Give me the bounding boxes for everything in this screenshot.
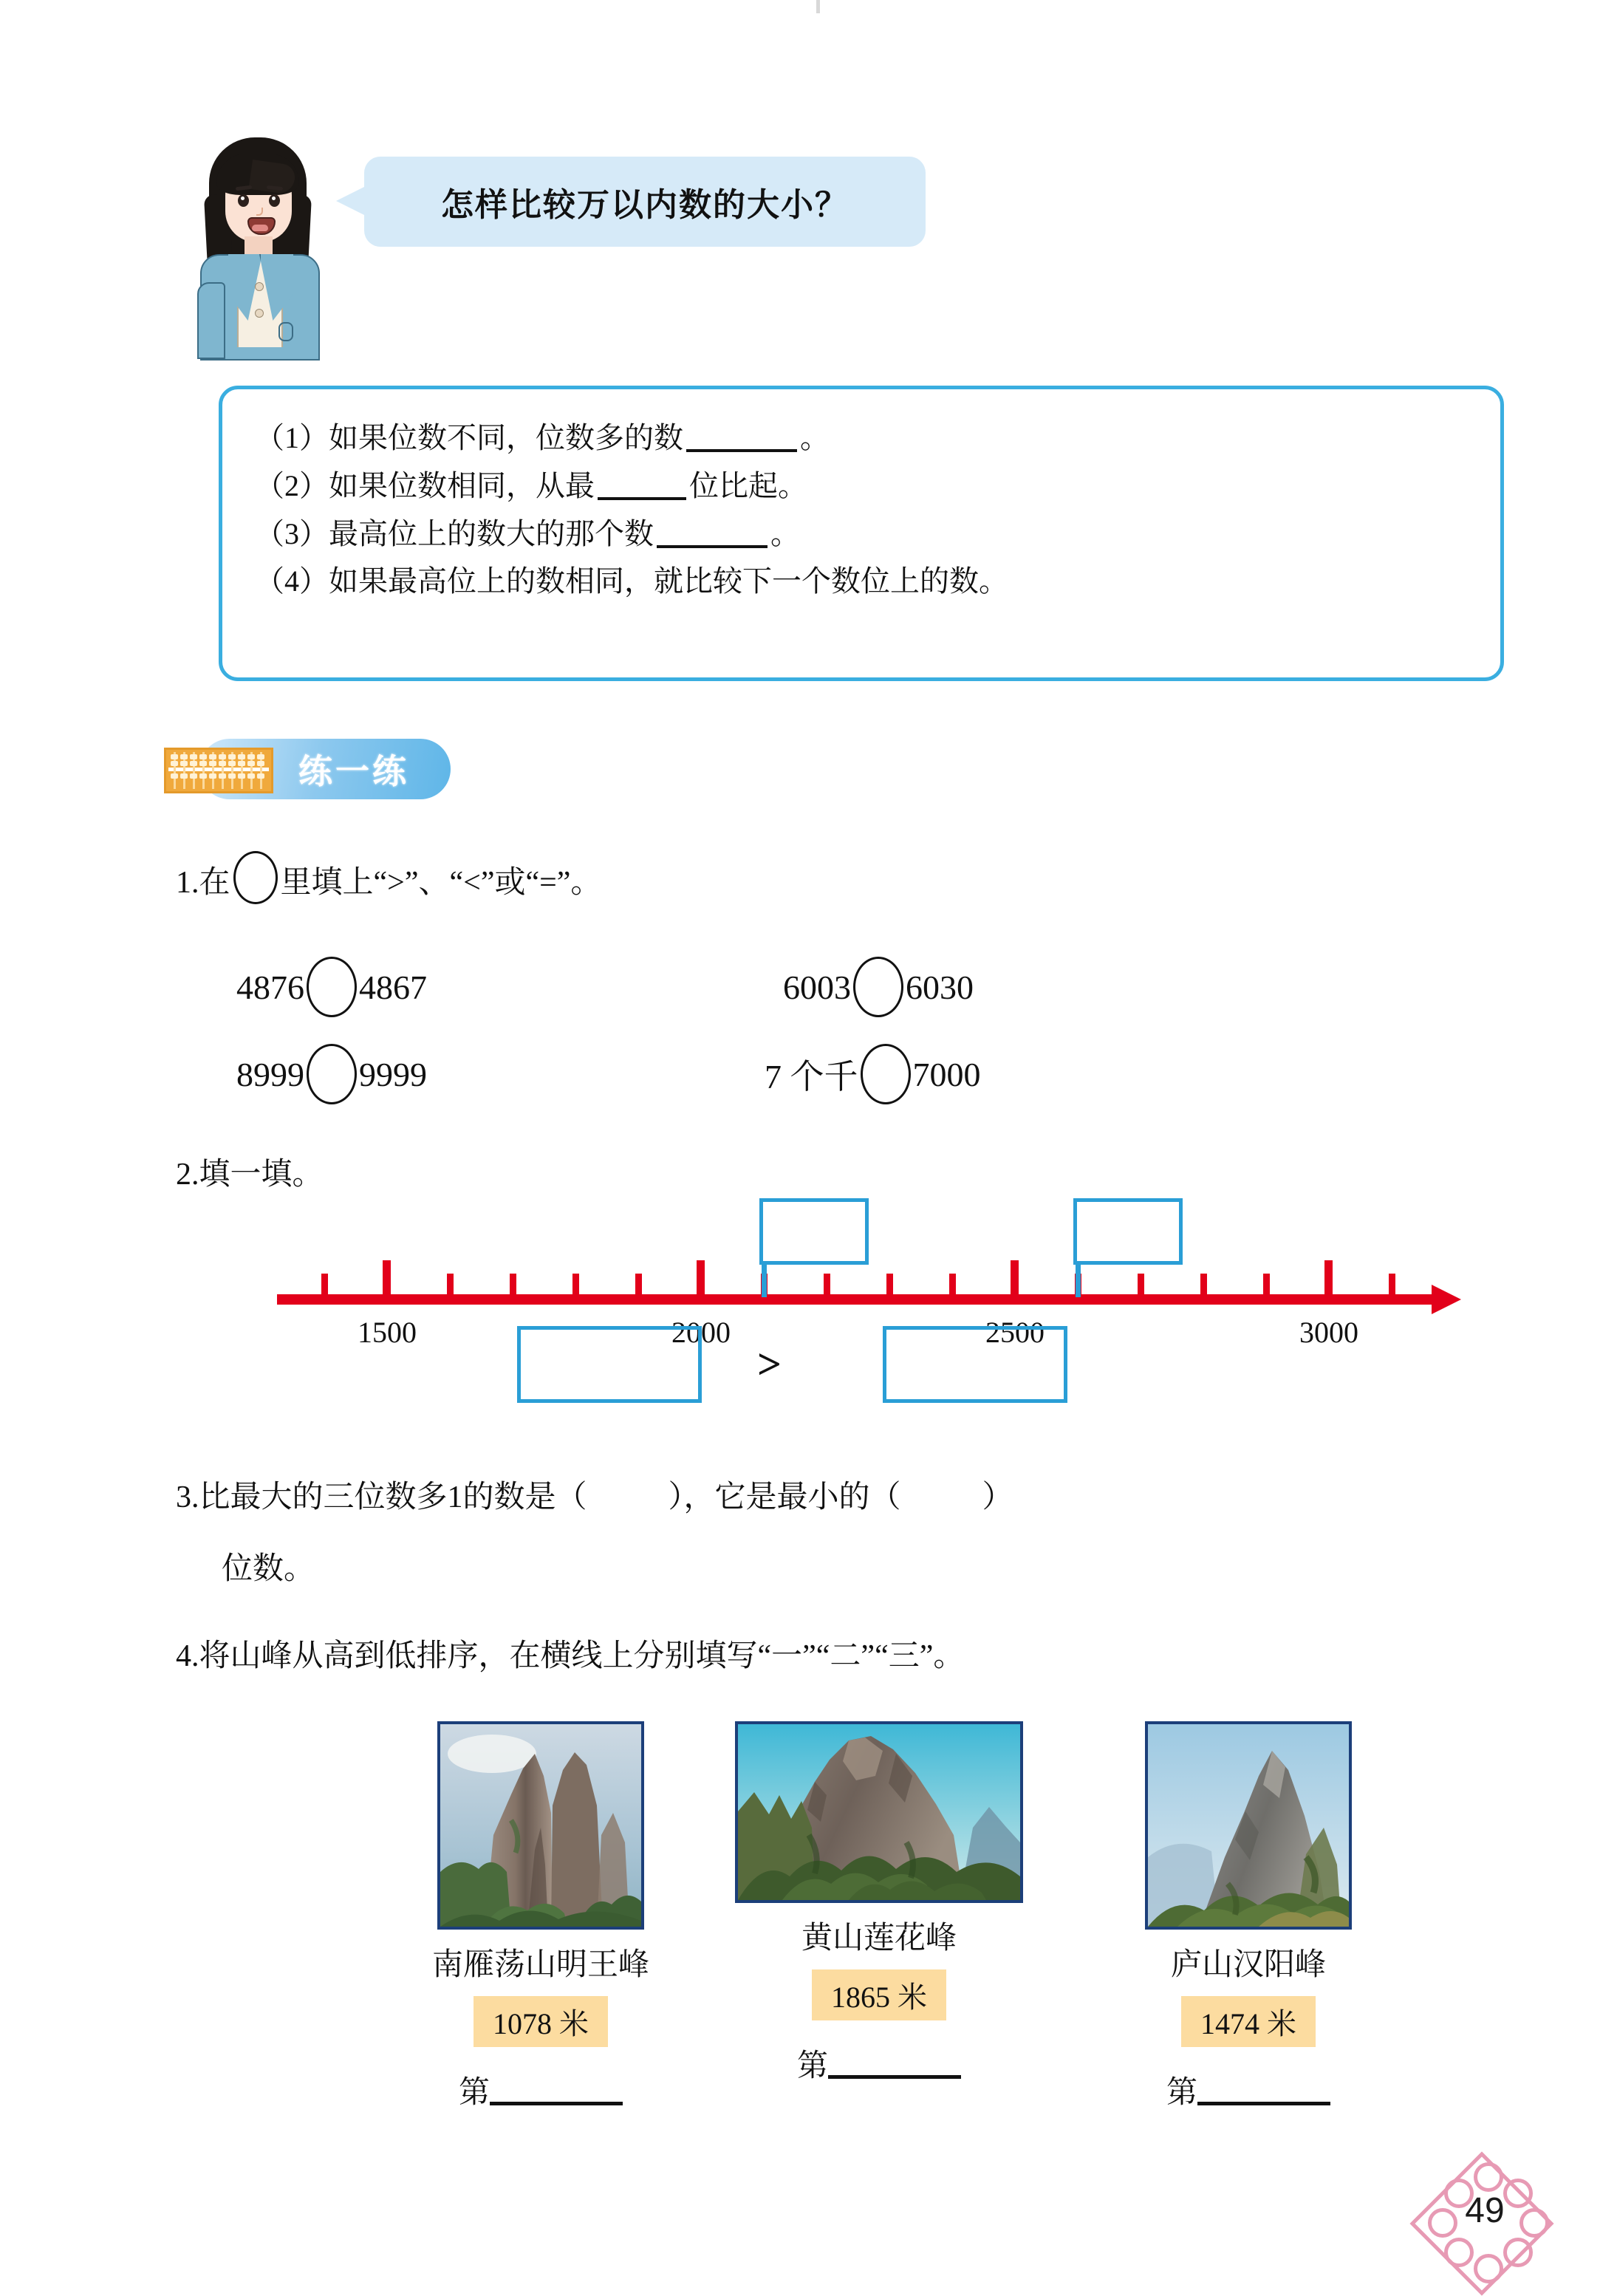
tick-label-2500: 2500 [985, 1316, 1045, 1349]
mountain-rank-2 [724, 2041, 1034, 2085]
q4-text: 将山峰从高到低排序，在横线上分别填写“一”“二”“三”。 [199, 1639, 965, 1673]
q1-circle-icon [233, 851, 278, 904]
tick-2000 [697, 1260, 705, 1296]
callout-box-2600[interactable] [1073, 1198, 1183, 1265]
tick-1800 [572, 1274, 579, 1296]
tick-2500 [1011, 1260, 1019, 1296]
rank-blank-3[interactable] [1197, 2080, 1330, 2105]
pair-1-right: 4867 [359, 968, 427, 1006]
rule-item-2 [255, 462, 1468, 510]
q3-text-c: ） [982, 1480, 1013, 1514]
rank-prefix-1: 第 [458, 2076, 490, 2110]
teacher-question-row [196, 124, 1304, 368]
rule-1-text: 如果位数不同，位数多的数 [329, 421, 683, 454]
mountain-rank-1 [386, 2068, 696, 2112]
comparison-answer-box-right[interactable] [883, 1326, 1067, 1403]
pair-4-answer-circle[interactable] [861, 1044, 911, 1104]
rule-1-blank[interactable] [686, 424, 797, 452]
pair-3-right: 9999 [359, 1055, 427, 1093]
rule-4-text: 如果最高位上的数相同，就比较下一个数位上的数。 [329, 564, 1008, 598]
compare-pair-4 [765, 1044, 981, 1104]
q3-text-a: 比最大的三位数多1的数是（ [199, 1480, 587, 1514]
shirt-button-1 [255, 282, 264, 291]
mountain-card-1 [386, 1721, 696, 2112]
eye-left [238, 194, 249, 207]
tick-3100 [1389, 1274, 1395, 1296]
question-2-comparison-row [517, 1326, 1108, 1415]
q1-number: 1. [176, 866, 199, 900]
mountain-photo-3 [1145, 1721, 1352, 1930]
pair-2-right: 6030 [906, 968, 974, 1006]
tick-3000 [1324, 1260, 1333, 1296]
rule-2-suffix: 位比起。 [689, 468, 807, 502]
rank-prefix-2: 第 [796, 2049, 828, 2083]
rule-4-number: （4） [255, 564, 329, 598]
tick-1700 [510, 1274, 516, 1296]
mountain-photo-2 [735, 1721, 1023, 1903]
comparison-operator: > [757, 1340, 782, 1388]
mountain-photo-1 [437, 1721, 644, 1930]
tongue [252, 225, 268, 231]
tick-2800 [1200, 1274, 1207, 1296]
rule-2-text: 如果位数相同，从最 [329, 468, 595, 502]
rank-blank-1[interactable] [490, 2080, 623, 2105]
rule-item-1 [255, 414, 1468, 462]
question-3-line-1 [176, 1472, 1013, 1517]
mountain-height-2: 1865 米 [812, 1969, 946, 2020]
eye-right [269, 194, 280, 207]
mountain-name-2: 黄山莲花峰 [801, 1921, 957, 1955]
question-1-pairs [222, 957, 1404, 1119]
number-line-axis [277, 1294, 1437, 1305]
page-number-ornament [1415, 2168, 1555, 2279]
pair-2-answer-circle[interactable] [853, 957, 903, 1017]
rule-2-blank[interactable] [598, 472, 686, 500]
q3-number: 3. [176, 1480, 199, 1514]
q4-number: 4. [176, 1639, 199, 1673]
page-number: 49 [1465, 2191, 1505, 2230]
tick-1900 [635, 1274, 642, 1296]
mountain-cards [369, 1721, 1404, 2194]
pair-2-left: 6003 [783, 968, 851, 1006]
q2-text: 填一填。 [199, 1158, 324, 1192]
abacus-icon [164, 748, 273, 793]
question-3-line-2: 位数。 [222, 1552, 315, 1586]
rule-1-suffix: 。 [800, 421, 830, 454]
compare-pair-2 [783, 957, 974, 1017]
speech-bubble [364, 157, 926, 247]
comparison-answer-box-left[interactable] [517, 1326, 702, 1403]
pair-1-answer-circle[interactable] [307, 957, 357, 1017]
rules-box [219, 386, 1504, 681]
rule-3-blank[interactable] [657, 520, 768, 548]
arm-left [197, 282, 225, 359]
tick-1600 [447, 1274, 454, 1296]
tick-2900 [1263, 1274, 1270, 1296]
mountain-name-3: 庐山汉阳峰 [1170, 1948, 1326, 1982]
mountain-height-1: 1078 米 [474, 1996, 608, 2047]
shirt-button-2 [255, 309, 264, 318]
tick-2400 [949, 1274, 956, 1296]
tick-label-1500: 1500 [358, 1316, 417, 1349]
tick-2200 [824, 1274, 830, 1296]
practice-label: 练一练 [298, 752, 409, 790]
top-gutter-mark [816, 0, 820, 13]
rule-item-3 [255, 510, 1468, 558]
mountain-card-3 [1093, 1721, 1404, 2112]
tick-label-2000: 2000 [671, 1316, 731, 1349]
pair-3-answer-circle[interactable] [307, 1044, 357, 1104]
q1-text-after: 里填上“>”、“<”或“=”。 [280, 866, 602, 900]
tick-2700 [1138, 1274, 1144, 1296]
pair-1-left: 4876 [236, 968, 304, 1006]
rule-3-suffix: 。 [770, 516, 800, 550]
pair-3-left: 8999 [236, 1055, 304, 1093]
teacher-avatar [196, 124, 321, 357]
q2-number: 2. [176, 1158, 199, 1192]
rank-prefix-3: 第 [1166, 2076, 1197, 2110]
mountain-height-3: 1474 米 [1181, 1996, 1316, 2047]
question-4-prompt [176, 1631, 964, 1675]
pair-4-left: 7 个千 [765, 1058, 858, 1096]
question-1-prompt [176, 851, 601, 904]
compare-pair-1 [236, 957, 427, 1017]
tick-1500 [383, 1260, 391, 1296]
pair-4-right: 7000 [912, 1055, 981, 1093]
number-line-arrowhead [1432, 1285, 1461, 1314]
compare-pair-3 [236, 1044, 427, 1104]
question-2-prompt [176, 1149, 324, 1194]
callout-leader-2600 [1076, 1265, 1081, 1297]
mountain-name-1: 南雁荡山明王峰 [431, 1948, 649, 1982]
rule-3-number: （3） [255, 516, 329, 550]
callout-box-2100[interactable] [759, 1198, 869, 1265]
tick-label-3000: 3000 [1299, 1316, 1358, 1349]
mountain-card-2 [724, 1721, 1034, 2085]
rank-blank-2[interactable] [828, 2053, 961, 2079]
rule-3-text: 最高位上的数大的那个数 [329, 516, 654, 550]
tick-2300 [886, 1274, 893, 1296]
teacher-question-text: 怎样比较万以内数的大小？ [441, 187, 849, 223]
mountain-rank-3 [1093, 2068, 1404, 2112]
rule-item-4 [255, 558, 1468, 606]
rule-1-number: （1） [255, 421, 329, 454]
tick-1400 [321, 1274, 328, 1296]
blazer-pocket [278, 322, 293, 341]
practice-section-header [164, 739, 452, 802]
q1-text-before: 在 [199, 866, 230, 900]
q3-text-b: ），它是最小的（ [668, 1480, 901, 1514]
rule-2-number: （2） [255, 468, 329, 502]
callout-leader-2100 [762, 1265, 767, 1297]
